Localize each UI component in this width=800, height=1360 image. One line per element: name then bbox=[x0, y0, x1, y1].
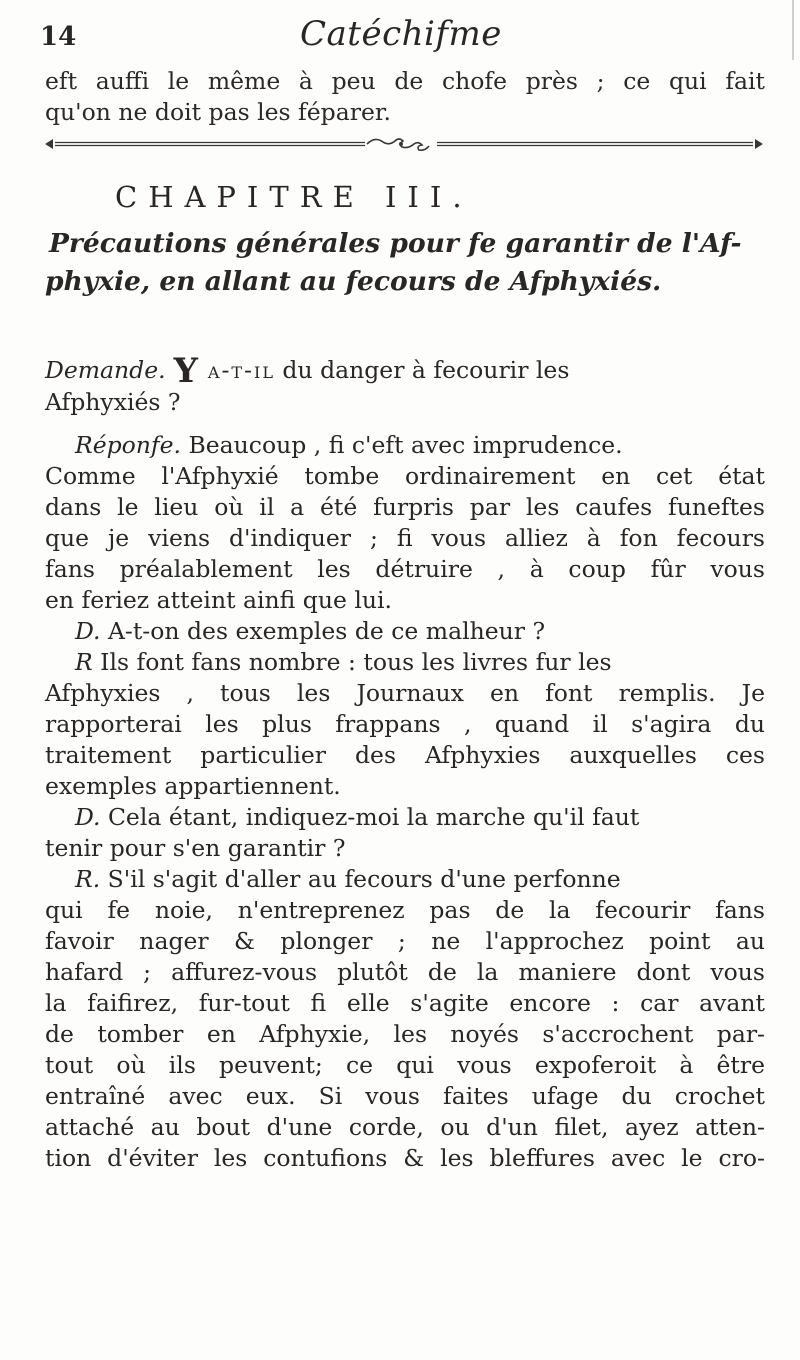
answer-label: R bbox=[75, 648, 93, 676]
intro-line: qu'on ne doit pas les féparer. bbox=[45, 98, 391, 126]
ornamental-rule bbox=[45, 136, 763, 152]
answer-line: Afphyxies , tous les Journaux en font remplis. Je bbox=[45, 679, 765, 707]
answer-line bbox=[45, 647, 765, 678]
answer-line: favoir nager & plonger ; ne l'approchez point au bbox=[45, 927, 765, 955]
question-text: A-t-on des exemples de ce malheur ? bbox=[100, 617, 546, 645]
answer-line: hafard ; affurez-vous plutôt de la maniere dont vous bbox=[45, 958, 765, 986]
question-line bbox=[45, 351, 765, 391]
drop-cap: Y bbox=[173, 351, 198, 391]
answer-line: rapporterai les plus frappans , quand il s'agira du bbox=[45, 710, 765, 738]
question-label: D. bbox=[75, 803, 101, 831]
answer-label: R. bbox=[75, 865, 101, 893]
answer-line: qui fe noie, n'entreprenez pas de la fecourir fans bbox=[45, 896, 765, 924]
answer-line: en feriez atteint ainfi que lui. bbox=[45, 586, 392, 614]
chapter-heading: CHAPITRE III. bbox=[115, 180, 473, 214]
answer-line: fans préalablement les détruire , à coup fûr vous bbox=[45, 555, 765, 583]
question-text: Cela étant, indiquez-moi la marche qu'il faut bbox=[100, 803, 640, 831]
page-number: 14 bbox=[40, 22, 77, 52]
answer-line: dans le lieu où il a été furpris par les caufes funeftes bbox=[45, 493, 765, 521]
intro-paragraph bbox=[45, 66, 765, 128]
answer-line bbox=[45, 864, 765, 895]
small-caps-text: a-t-il bbox=[207, 356, 275, 384]
question-line: tenir pour s'en garantir ? bbox=[45, 834, 346, 862]
fleuron-ornament bbox=[367, 139, 429, 150]
running-title: Catéchifme bbox=[300, 14, 502, 54]
question-line bbox=[45, 802, 765, 833]
intro-line: eft auffi le même à peu de chofe près ; ce qui fait bbox=[45, 67, 765, 95]
answer-text: Beaucoup , fi c'eft avec imprudence. bbox=[181, 431, 623, 459]
answer-line: Comme l'Afphyxié tombe ordinairement en cet état bbox=[45, 462, 765, 490]
answer-label: Réponfe. bbox=[75, 431, 182, 459]
chapter-title bbox=[45, 225, 765, 301]
answer-line: attaché au bout d'une corde, ou d'un filet, ayez atten- bbox=[45, 1113, 765, 1141]
qa-section bbox=[45, 351, 765, 1174]
answer-line: que je viens d'indiquer ; fi vous alliez à fon fecours bbox=[45, 524, 765, 552]
chapter-title-line: phyxie, en allant au fecours de Afphyxiés. bbox=[45, 266, 662, 297]
question-label: Demande. bbox=[45, 356, 166, 384]
page-edge bbox=[792, 0, 794, 60]
answer-line: tout où ils peuvent; ce qui vous expoferoit à être bbox=[45, 1051, 765, 1079]
question-label: D. bbox=[75, 617, 101, 645]
answer-text: S'il s'agit d'aller au fecours d'une perfonne bbox=[100, 865, 621, 893]
answer-line: exemples appartiennent. bbox=[45, 772, 341, 800]
answer-text: Ils font fans nombre : tous les livres fur les bbox=[92, 648, 612, 676]
chapter-title-line: Précautions générales pour fe garantir de l'Af- bbox=[49, 228, 742, 259]
answer-line bbox=[45, 430, 765, 461]
page-header bbox=[40, 12, 760, 56]
answer-line: entraîné avec eux. Si vous faites ufage du crochet bbox=[45, 1082, 765, 1110]
question-line bbox=[45, 616, 765, 647]
answer-line: la faifirez, fur-tout fi elle s'agite encore : car avant bbox=[45, 989, 765, 1017]
answer-line: traitement particulier des Afphyxies auxquelles ces bbox=[45, 741, 765, 769]
answer-line: de tomber en Afphyxie, les noyés s'accrochent par- bbox=[45, 1020, 765, 1048]
question-text: du danger à fecourir les bbox=[274, 356, 570, 384]
answer-line: tion d'éviter les contufions & les bleffures avec le cro- bbox=[45, 1144, 765, 1172]
question-line: Afphyxiés ? bbox=[45, 388, 181, 416]
